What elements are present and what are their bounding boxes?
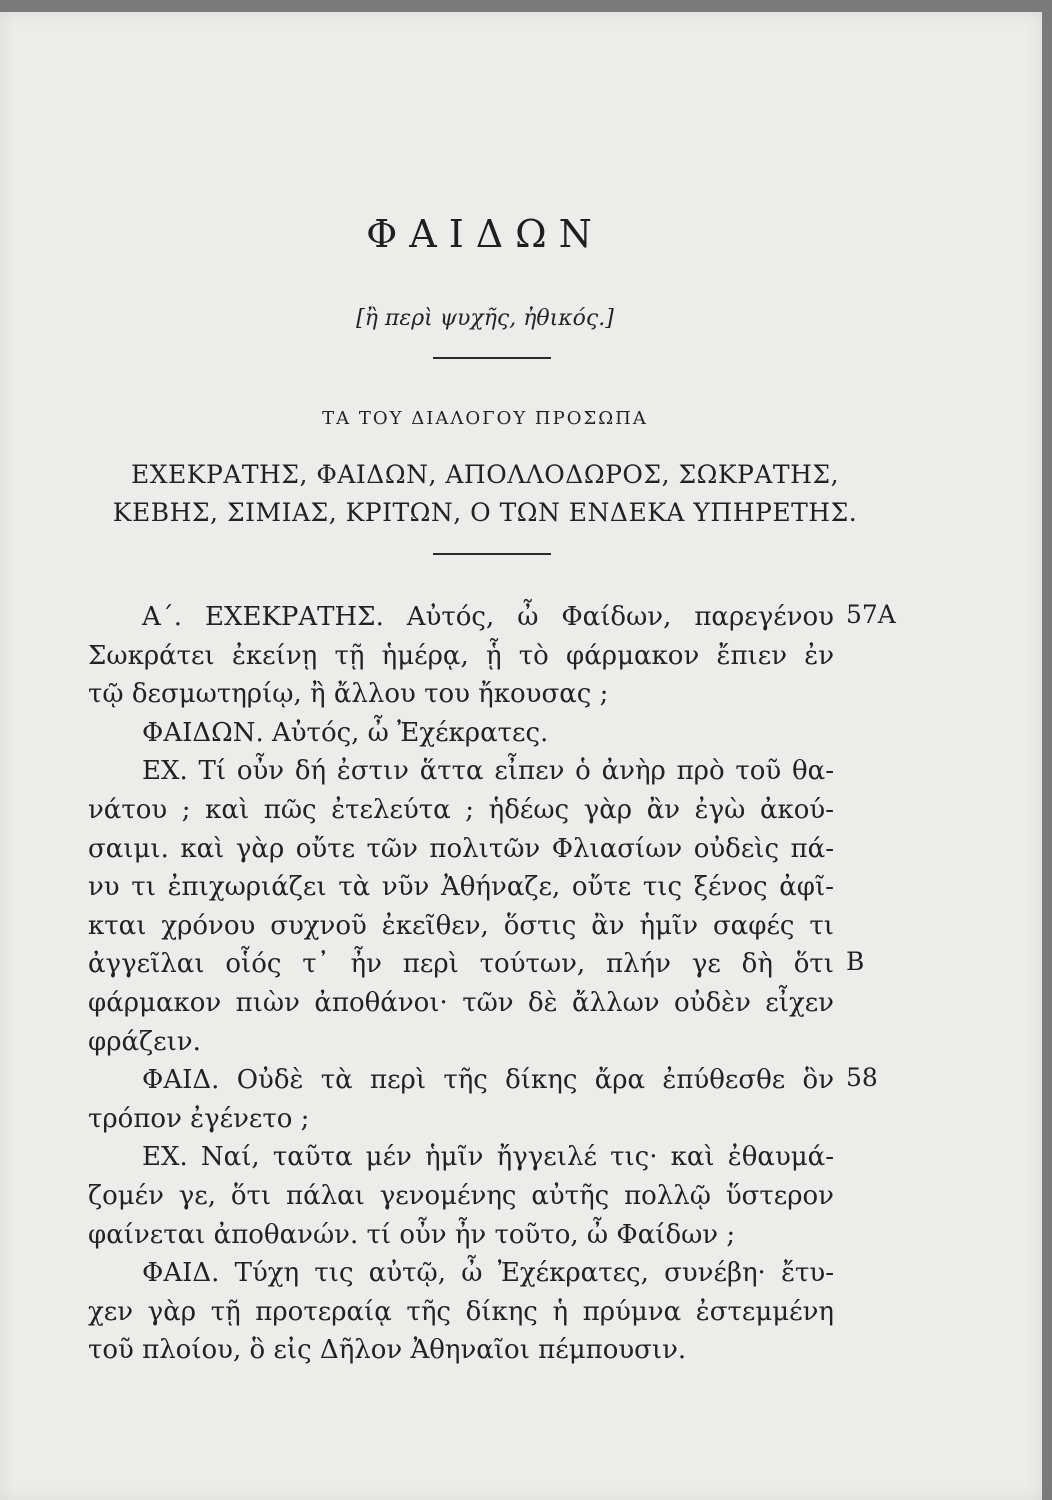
margin-note: 57A: [846, 600, 896, 629]
margin-note: B: [846, 947, 865, 976]
text-line: ΦΑΙΔΩΝ. Αὐτός, ὦ Ἐχέκρατες.: [142, 717, 549, 748]
divider-rule: [433, 553, 551, 555]
page-title: ΦΑΙΔΩΝ: [366, 212, 604, 256]
text-line: νυ τι ἐπιχωριάζει τὰ νῦν Ἀθήναζε, οὔτε τις ξένος ἀφῖ-: [88, 872, 834, 903]
text-line: ΕΧ. Τί οὖν δή ἐστιν ἅττα εἶπεν ὁ ἀνὴρ πρὸ τοῦ θα-: [142, 756, 834, 787]
text-line: φράζειν.: [88, 1026, 201, 1057]
dialogue-text: [88, 598, 834, 1370]
text-line: Σωκράτει ἐκείνῃ τῇ ἡμέρᾳ, ᾗ τὸ φάρμακον ἔπιεν ἐν: [88, 640, 834, 671]
text-line: σαιμι. καὶ γὰρ οὔτε τῶν πολιτῶν Φλιασίων οὐδεὶς πά-: [88, 833, 834, 864]
text-line: φάρμακον πιὼν ἀποθάνοι· τῶν δὲ ἄλλων οὐδὲν εἶχεν: [88, 987, 834, 1018]
dramatis-header: ΤΑ ΤΟΥ ΔΙΑΛΟΓΟΥ ΠΡΟΣΩΠΑ: [322, 408, 648, 429]
page-subtitle: [ἢ περὶ ψυχῆς, ἠθικός.]: [356, 306, 614, 331]
divider-rule: [433, 357, 551, 359]
text-line: ζομέν γε, ὅτι πάλαι γενομένης αὐτῆς πολλῷ ὕστερον: [88, 1180, 834, 1211]
text-line: ΦΑΙΔ. Οὐδὲ τὰ περὶ τῆς δίκης ἄρα ἐπύθεσθε ὃν: [142, 1065, 834, 1096]
text-line: κται χρόνου συχνοῦ ἐκεῖθεν, ὅστις ἂν ἡμῖν σαφές τι: [88, 910, 834, 941]
text-line: τῷ δεσμωτηρίῳ, ἢ ἄλλου του ἤκουσας ;: [88, 679, 609, 710]
dramatis-line: ΚΕΒΗΣ, ΣΙΜΙΑΣ, ΚΡΙΤΩΝ, Ο ΤΩΝ ΕΝΔΕΚΑ ΥΠΗΡΕΤΗΣ.: [112, 498, 858, 527]
book-page: [0, 12, 1042, 1500]
text-line: τοῦ πλοίου, ὃ εἰς Δῆλον Ἀθηναῖοι πέμπουσιν.: [88, 1335, 687, 1366]
text-line: ΕΧ. Ναί, ταῦτα μέν ἡμῖν ἤγγειλέ τις· καὶ ἐθαυμά-: [142, 1142, 834, 1173]
text-line: τρόπον ἐγένετο ;: [88, 1103, 310, 1134]
margin-note: 58: [846, 1063, 878, 1092]
text-line: φαίνεται ἀποθανών. τί οὖν ἦν τοῦτο, ὦ Φαίδων ;: [88, 1219, 736, 1250]
text-line: ἀγγεῖλαι οἷός τ᾽ ἦν περὶ τούτων, πλήν γε δὴ ὅτι: [88, 949, 834, 980]
dramatis-line: ΕΧΕΚΡΑΤΗΣ, ΦΑΙΔΩΝ, ΑΠΟΛΛΟΔΩΡΟΣ, ΣΩΚΡΑΤΗΣ,: [130, 460, 840, 489]
text-line: νάτου ; καὶ πῶς ἐτελεύτα ; ἡδέως γὰρ ἂν ἐγὼ ἀκού-: [88, 794, 834, 825]
text-line: ΦΑΙΔ. Τύχη τις αὐτῷ, ὦ Ἐχέκρατες, συνέβη· ἔτυ-: [142, 1258, 834, 1289]
text-line: χεν γὰρ τῇ προτεραίᾳ τῆς δίκης ἡ πρύμνα ἐστεμμένη: [88, 1296, 834, 1327]
text-line: Α΄. ΕΧΕΚΡΑΤΗΣ. Αὐτός, ὦ Φαίδων, παρεγένου: [142, 602, 834, 632]
